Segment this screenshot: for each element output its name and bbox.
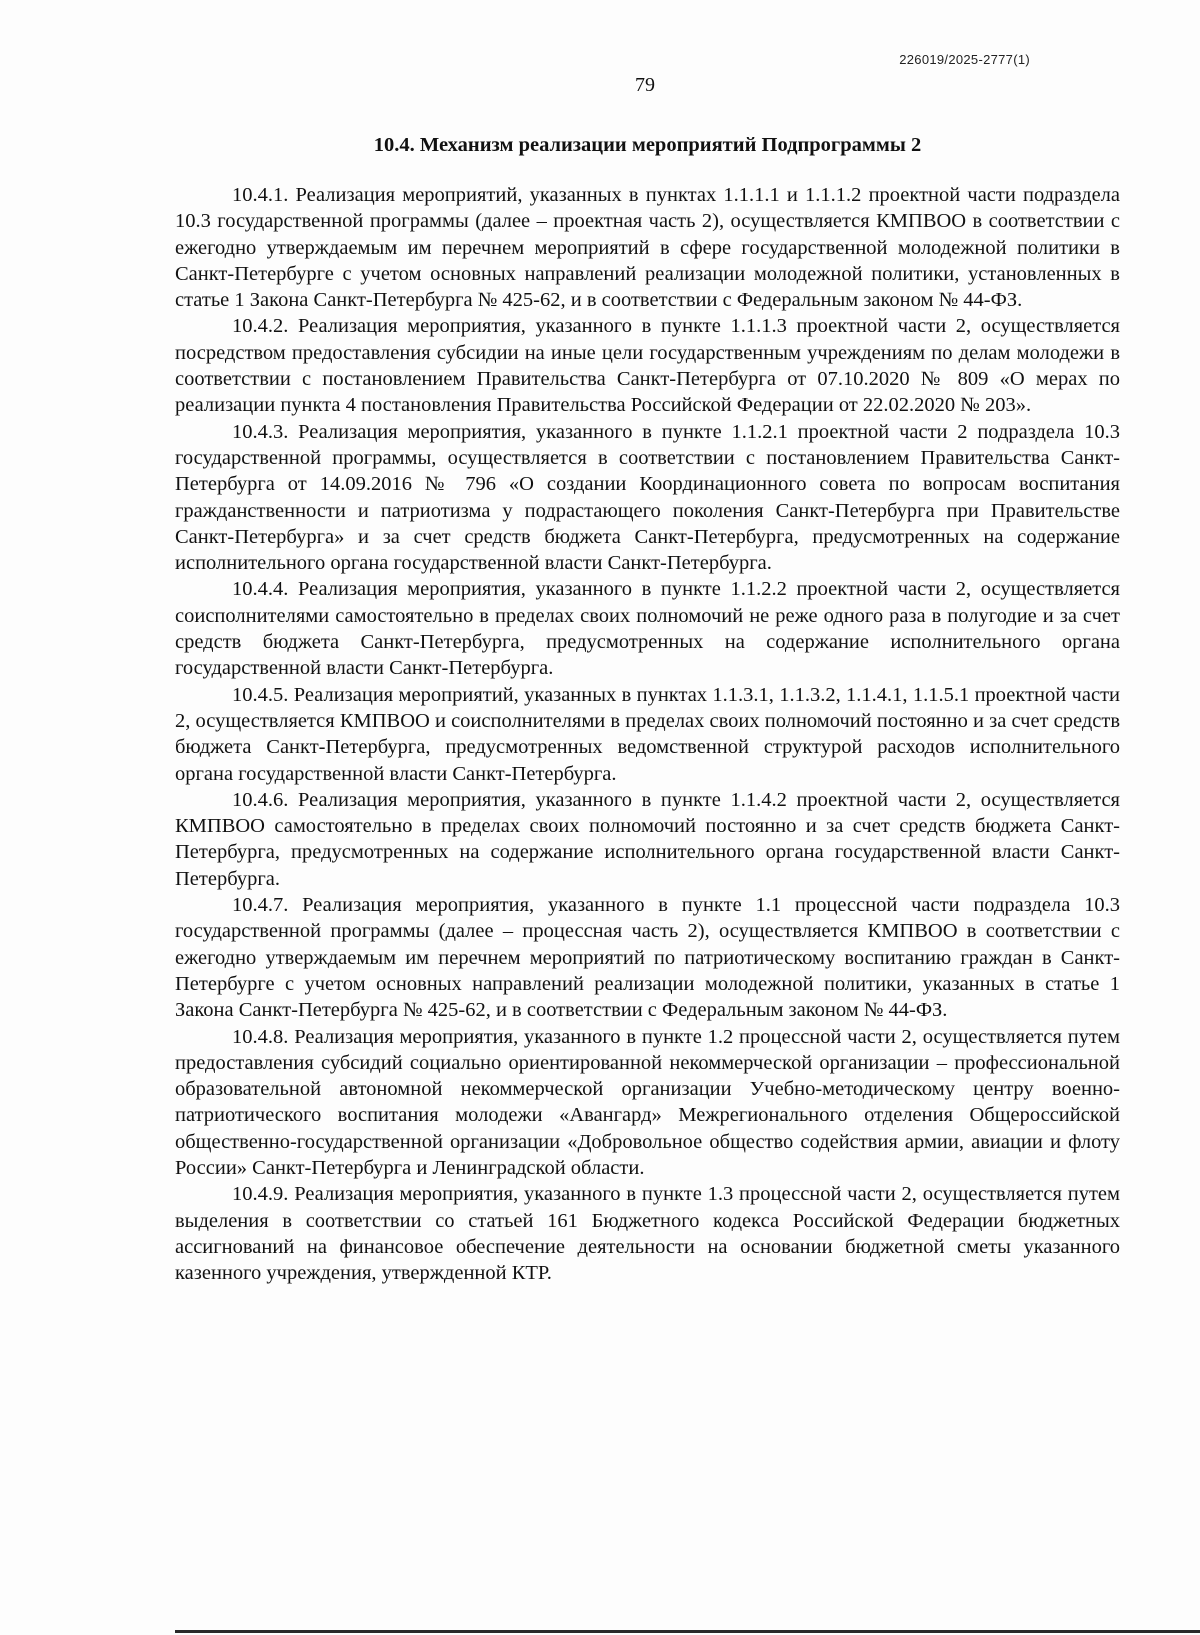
document-id: 226019/2025-2777(1): [899, 52, 1030, 67]
paragraph-10-4-2: 10.4.2. Реализация мероприятия, указанного в пункте 1.1.1.3 проектной части 2, осуществляется посредством предоставления субсидии на иные цели государственным учреждениям по делам молодежи в соответствии с постановлением Правительства Санкт-Петербурга от 07.10.2020 № 809 «О мерах по реализации пункта 4 постановления Правительства Российской Федерации от 22.02.2020 № 203».: [175, 315, 1120, 417]
paragraph-10-4-6: 10.4.6. Реализация мероприятия, указанного в пункте 1.1.4.2 проектной части 2, осуществляется КМПВОО самостоятельно в пределах своих полномочий постоянно и за счет средств бюджета Санкт-Петербурга, предусмотренных на содержание исполнительного органа государственной власти Санкт-Петербурга.: [175, 788, 1120, 890]
paragraph-10-4-5: 10.4.5. Реализация мероприятий, указанных в пунктах 1.1.3.1, 1.1.3.2, 1.1.4.1, 1.1.5.1 проектной части 2, осуществляется КМПВОО и соисполнителями в пределах своих полномочий постоянно и за счет средств бюджета Санкт-Петербурга, предусмотренных ведомственной структурой расходов исполнительного органа государственной власти Санкт-Петербурга.: [175, 683, 1120, 785]
paragraph-10-4-4: 10.4.4. Реализация мероприятия, указанного в пункте 1.1.2.2 проектной части 2, осуществляется соисполнителями самостоятельно в пределах своих полномочий не реже одного раза в полугодие и за счет средств бюджета Санкт-Петербурга, предусмотренных на содержание исполнительного органа государственной власти Санкт-Петербурга.: [175, 578, 1120, 680]
paragraph-10-4-9: 10.4.9. Реализация мероприятия, указанного в пункте 1.3 процессной части 2, осуществляется путем выделения в соответствии со статьей 161 Бюджетного кодекса Российской Федерации бюджетных ассигнований на финансовое обеспечение деятельности на основании бюджетной сметы указанного казенного учреждения, утвержденной КТР.: [175, 1183, 1120, 1285]
paragraph-10-4-7: 10.4.7. Реализация мероприятия, указанного в пункте 1.1 процессной части подраздела 10.3 государственной программы (далее – процессная часть 2), осуществляется КМПВОО в соответствии с ежегодно утверждаемым им перечнем мероприятий по патриотическому воспитанию граждан в Санкт-Петербурге с учетом основных направлений реализации молодежной политики, указанных в статье 1 Закона Санкт-Петербурга № 425-62, и в соответствии с Федеральным законом № 44-ФЗ.: [175, 894, 1120, 1022]
paragraph-10-4-8: 10.4.8. Реализация мероприятия, указанного в пункте 1.2 процессной части 2, осуществляется путем предоставления субсидий социально ориентированной некоммерческой организации – профессиональной образовательной автономной некоммерческой организации Учебно-методическому центру военно-патриотического воспитания молодежи «Авангард» Межрегионального отделения Общероссийской общественно-государственной организации «Добровольное общество содействия армии, авиации и флоту России» Санкт-Петербурга и Ленинградской области.: [175, 1025, 1120, 1179]
section-body: [175, 182, 1120, 1286]
paragraph-10-4-3: 10.4.3. Реализация мероприятия, указанного в пункте 1.1.2.1 проектной части 2 подраздела 10.3 государственной программы, осуществляется в соответствии с постановлением Правительства Санкт-Петербурга от 14.09.2016 № 796 «О создании Координационного совета по вопросам воспитания гражданственности и патриотизма у подрастающего поколения Санкт-Петербурга при Правительстве Санкт-Петербурга» и за счет средств бюджета Санкт-Петербурга, предусмотренных на содержание исполнительного органа государственной власти Санкт-Петербурга.: [175, 420, 1120, 575]
page-number: 79: [635, 74, 655, 96]
scan-edge-line: [175, 1630, 1200, 1633]
paragraph-10-4-1: 10.4.1. Реализация мероприятий, указанных в пунктах 1.1.1.1 и 1.1.1.2 проектной части подраздела 10.3 государственной программы (далее – проектная часть 2), осуществляется КМПВОО в соответствии с ежегодно утверждаемым им перечнем мероприятий в сфере государственной молодежной политики в Санкт-Петербурге с учетом основных направлений реализации молодежной политики, установленных в статье 1 Закона Санкт-Петербурга № 425-62, и в соответствии с Федеральным законом № 44-ФЗ.: [175, 184, 1120, 312]
section-title: 10.4. Механизм реализации мероприятий Подпрограммы 2: [373, 134, 922, 156]
